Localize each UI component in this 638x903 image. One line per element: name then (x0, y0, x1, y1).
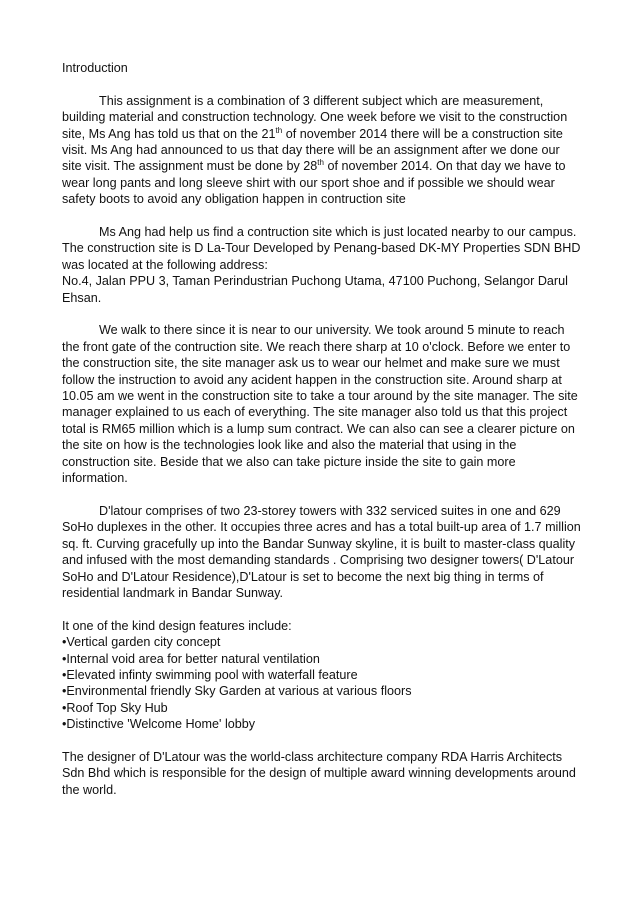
paragraph-assignment-intro (62, 93, 582, 208)
paragraph-designer: The designer of D'Latour was the world-class architecture company RDA Harris Architects Sdn Bhd which is responsible for the design of multiple award winning developments around the world. (62, 749, 576, 797)
list-item: •Roof Top Sky Hub (62, 700, 168, 715)
list-item: •Environmental friendly Sky Garden at various at various floors (62, 684, 412, 699)
document-body (62, 60, 582, 815)
ordinal-suffix: th (275, 125, 283, 135)
list-item: •Distinctive 'Welcome Home' lobby (62, 717, 256, 732)
paragraph-text: Ms Ang had help us find a contruction site which is just located nearby to our campus. The construction site is D La-Tour Developed by Penang-based DK-MY Properties SDN BHD was located at the following address: (62, 225, 581, 272)
list-item: •Elevated infinty swimming pool with waterfall feature (62, 667, 358, 682)
feature-list (62, 634, 582, 732)
paragraph-site-location (62, 224, 582, 306)
page-title: Introduction (62, 61, 128, 75)
paragraph-text: of november 2014 there will be a construction site visit. Ms Ang had announced to us that day there will be an assignment after we done our site visit. The assignment must be done by 28 (62, 126, 563, 174)
paragraph-text: We walk to there since it is near to our university. We took around 5 minute to reach the front gate of the contruction site. We reach there sharp at 10 o'clock. Before we enter to the construction site, the site manager ask us to wear our helmet and make sure we must follow the instruction to avoid any acident happen in the construction site. Around sharp at 10.05 am we went in the construction site to take a tour around by the site manager. The site manager explained to us each of everything. The site manager also told us that this project total is RM65 million which is a lump sum contract. We can also can see a clearer picture on the site on how is the technologies look like and also the material that using in the construction site. Beside that we also can take picture inside the site to gain more information. (62, 323, 578, 486)
paragraph-text: of november 2014. On that day we have to wear long pants and long sleeve shirt with our sport shoe and if possible we should wear safety boots to avoid any obligation happen in contruction site (62, 159, 566, 207)
paragraph-site-visit (62, 322, 582, 486)
paragraph-text: This assignment is a combination of 3 different subject which are measurement, building material and construction technology. One week before we visit to the construction site, Ms Ang has told us that on the 21 (62, 93, 568, 141)
paragraph-project-description (62, 503, 582, 601)
ordinal-suffix: th (317, 158, 324, 168)
site-address: No.4, Jalan PPU 3, Taman Perindustrian Puchong Utama, 47100 Puchong, Selangor Darul Ehsan. (62, 274, 568, 305)
list-item: •Internal void area for better natural ventilation (62, 651, 320, 666)
paragraph-text: D'latour comprises of two 23-storey towers with 332 serviced suites in one and 629 SoHo duplexes in the other. It occupies three acres and has a total built-up area of 1.7 million sq. ft. Curving gracefully up into the Bandar Sunway skyline, it is built to master-class quality and infused with the most demanding standards . Comprising two designer towers( D'Latour SoHo and D'Latour Residence),D'Latour is set to become the next big thing in terms of residential landmark in Bandar Sunway. (62, 503, 581, 600)
features-intro: It one of the kind design features include: (62, 618, 292, 633)
list-item: •Vertical garden city concept (62, 635, 221, 650)
